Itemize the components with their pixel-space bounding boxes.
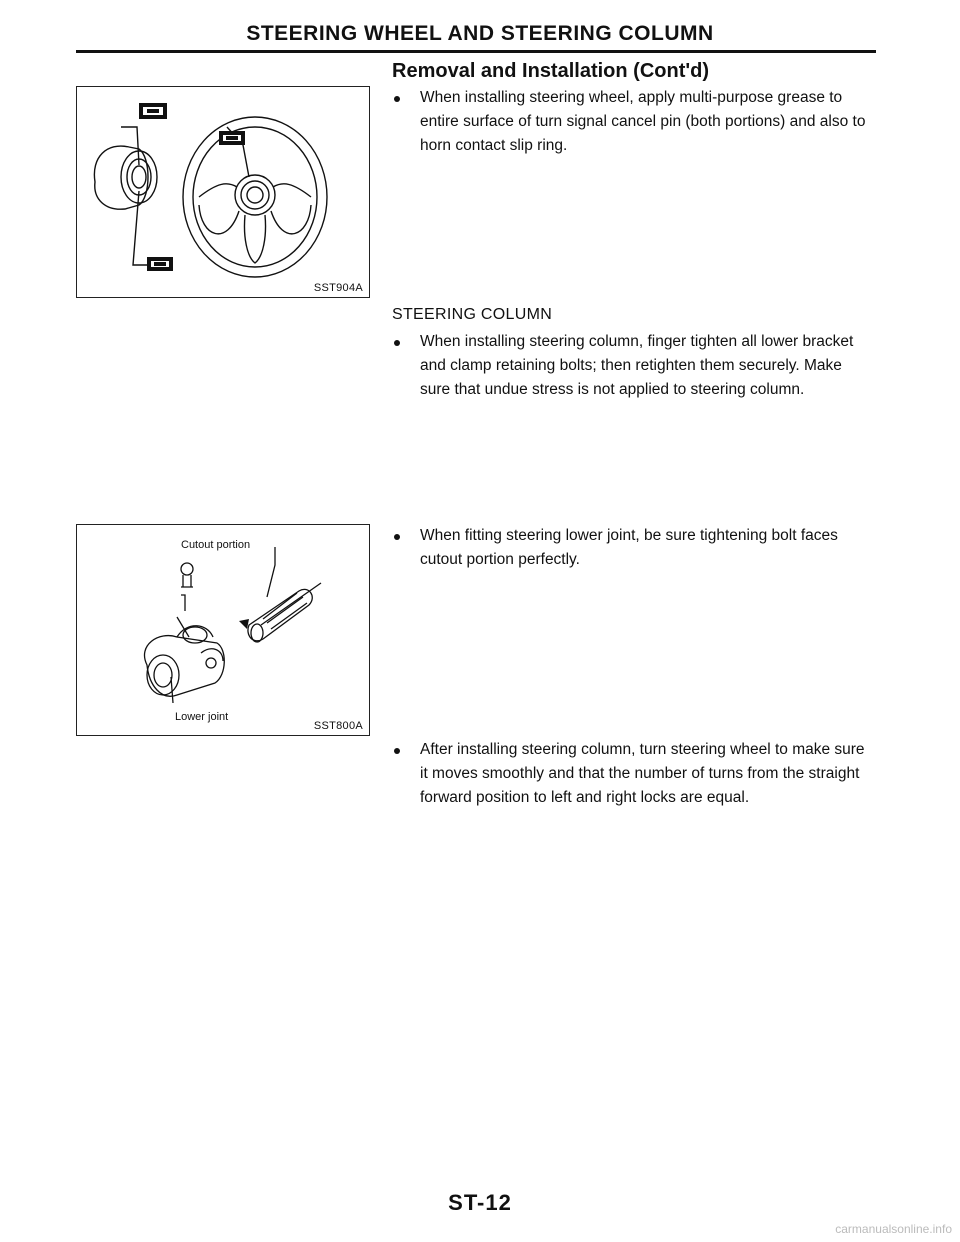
bullet-icon — [394, 340, 400, 346]
steering-wheel-diagram — [77, 87, 369, 297]
paragraph-wheel-grease — [392, 86, 876, 158]
bullet-icon — [394, 534, 400, 540]
paragraph-text: When installing steering column, finger tighten all lower bracket and clamp retaining bolts; then retighten them securely. Make sure that undue stress is not applied to steering column. — [420, 333, 854, 398]
bullet-icon — [394, 748, 400, 754]
steering-column-heading: STEERING COLUMN — [392, 306, 553, 323]
page-header-title: STEERING WHEEL AND STEERING COLUMN — [246, 22, 714, 45]
paragraph-column-bolts — [392, 330, 876, 402]
label-lower-joint: Lower joint — [175, 711, 229, 723]
watermark: carmanualsonline.info — [835, 1222, 952, 1236]
figure-code: SST904A — [313, 282, 363, 294]
page-number: ST-12 — [448, 1190, 512, 1215]
figure-steering-wheel — [76, 86, 370, 298]
paragraph-text: When installing steering wheel, apply multi-purpose grease to entire surface of turn signal cancel pin (both portions) and also to horn contact slip ring. — [420, 89, 866, 154]
lower-joint-diagram — [77, 525, 369, 735]
paragraph-text: When fitting steering lower joint, be sure tightening bolt faces cutout portion perfectly. — [420, 527, 838, 568]
label-cutout-portion: Cutout portion — [181, 539, 251, 551]
arrow-icon — [227, 619, 249, 637]
section-title: Removal and Installation (Cont'd) — [392, 60, 709, 82]
paragraph-turns-check — [392, 738, 876, 810]
grease-symbol-icon — [139, 103, 245, 271]
bullet-icon — [394, 96, 400, 102]
paragraph-text: After installing steering column, turn steering wheel to make sure it moves smoothly and that the number of turns from the straight forward position to left and right locks are equal. — [420, 741, 865, 806]
figure-lower-joint — [76, 524, 370, 736]
header-rule — [76, 50, 876, 53]
paragraph-lower-joint — [392, 524, 876, 572]
figure-code: SST800A — [313, 720, 363, 732]
